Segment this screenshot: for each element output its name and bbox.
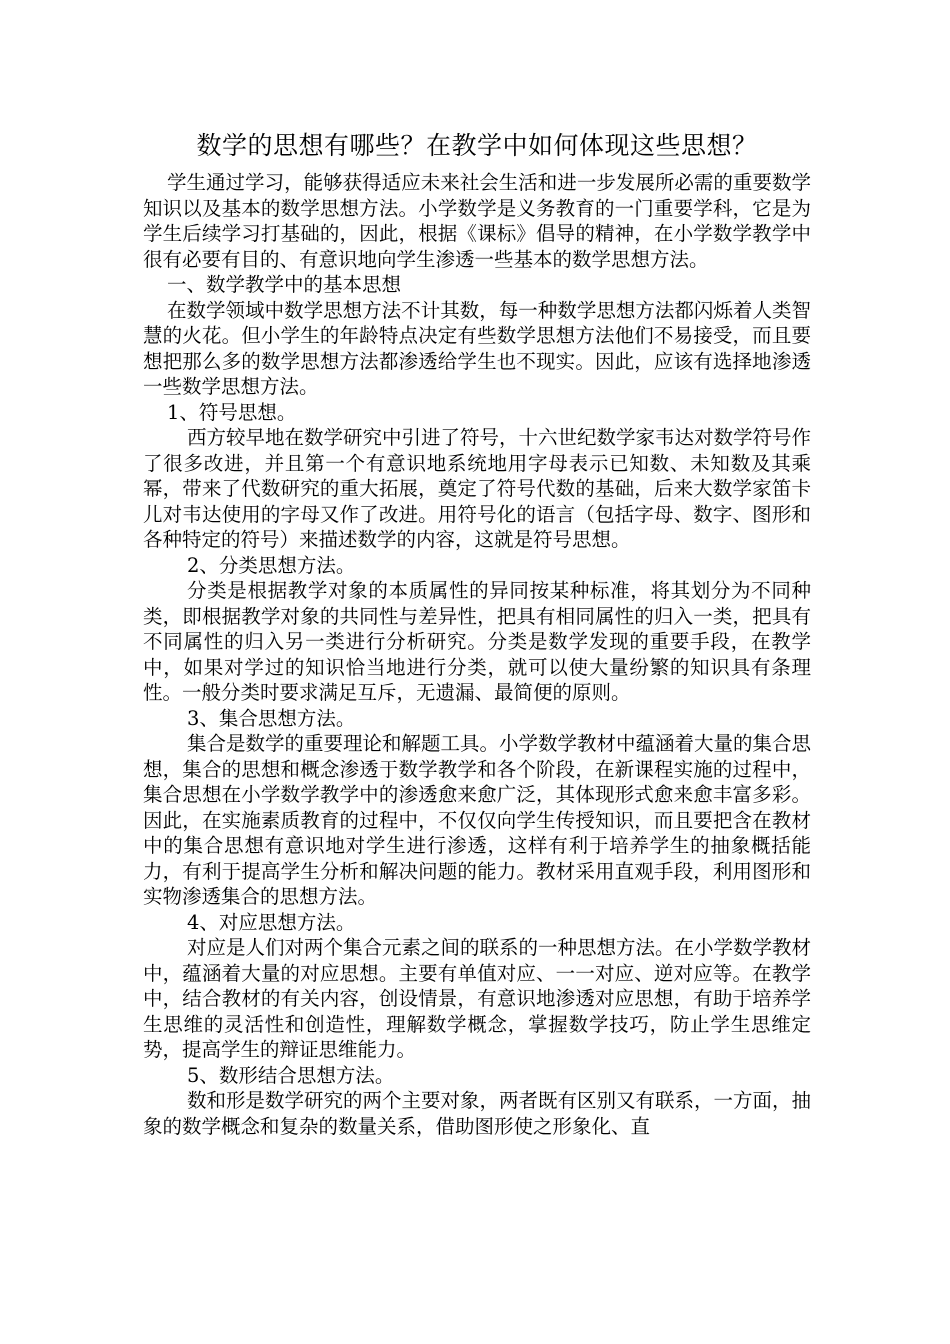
item-paragraph-symbol: 西方较早地在数学研究中引进了符号，十六世纪数学家韦达对数学符号作了很多改进，并且第一个有意识地系统地用字母表示已知数、未知数及其乘幂，带来了代数研究的重大拓展，奠定了符号代数的基础，后来大数学家笛卡儿对韦达使用的字母又作了改进。用符号化的语言（包括字母、数字、图形和各种特定的符号）来描述数学的内容，这就是符号思想。 [143,426,812,551]
section-heading: 一、数学教学中的基本思想 [167,273,402,296]
item-heading-classification: 2、分类思想方法。 [187,553,356,577]
item-heading-number-shape: 5、数形结合思想方法。 [187,1063,395,1087]
item-heading-symbol: 1、符号思想。 [167,400,297,424]
item-paragraph-classification: 分类是根据教学对象的本质属性的异同按某种标准，将其划分为不同种类，即根据教学对象的共同性与差异性，把具有相同属性的归入一类，把具有不同属性的归入另一类进行分析研究。分类是数学发现的重要手段，在教学中，如果对学过的知识恰当地进行分类，就可以使大量纷繁的知识具有条理性。一般分类时要求满足互斥，无遗漏、最简便的原则。 [143,579,811,704]
item-paragraph-set: 集合是数学的重要理论和解题工具。小学数学教材中蕴涵着大量的集合思想，集合的思想和概念渗透于数学教学和各个阶段，在新课程实施的过程中，集合思想在小学数学教学中的渗透愈来愈广泛，其体现形式愈来愈丰富多彩。因此，在实施素质教育的过程中，不仅仅向学生传授知识，而且要把含在教材中的集合思想有意识地对学生进行渗透，这样有利于培养学生的抽象概括能力，有利于提高学生分析和解决问题的能力。教材采用直观手段，利用图形和实物渗透集合的思想方法。 [143,732,812,908]
document-page [143,128,811,1139]
item-paragraph-number-shape: 数和形是数学研究的两个主要对象，两者既有区别又有联系，一方面，抽象的数学概念和复杂的数量关系，借助图形使之形象化、直 [143,1089,812,1138]
document-title: 数学的思想有哪些？在教学中如何体现这些思想？ [196,131,758,160]
item-paragraph-correspondence: 对应是人们对两个集合元素之间的联系的一种思想方法。在小学数学教材中，蕴涵着大量的对应思想。主要有单值对应、一一对应、逆对应等。在教学中，结合教材的有关内容，创设情景，有意识地渗透对应思想，有助于培养学生思维的灵活性和创造性，理解数学概念，掌握数学技巧，防止学生思维定势，提高学生的辩证思维能力。 [143,936,812,1061]
item-heading-set: 3、集合思想方法。 [187,706,356,730]
item-heading-correspondence: 4、对应思想方法。 [187,910,356,934]
intro-paragraph: 学生通过学习，能够获得适应未来社会生活和进一步发展所必需的重要数学知识以及基本的数学思想方法。小学数学是义务教育的一门重要学科，它是为学生后续学习打基础的，因此，根据《课标》倡导的精神，在小学数学教学中很有必要有目的、有意识地向学生渗透一些基本的数学思想方法。 [143,171,811,271]
section-paragraph: 在数学领域中数学思想方法不计其数，每一种数学思想方法都闪烁着人类智慧的火花。但小学生的年龄特点决定有些数学思想方法他们不易接受，而且要想把那么多的数学思想方法都渗透给学生也不现实。因此，应该有选择地渗透一些数学思想方法。 [143,298,811,398]
